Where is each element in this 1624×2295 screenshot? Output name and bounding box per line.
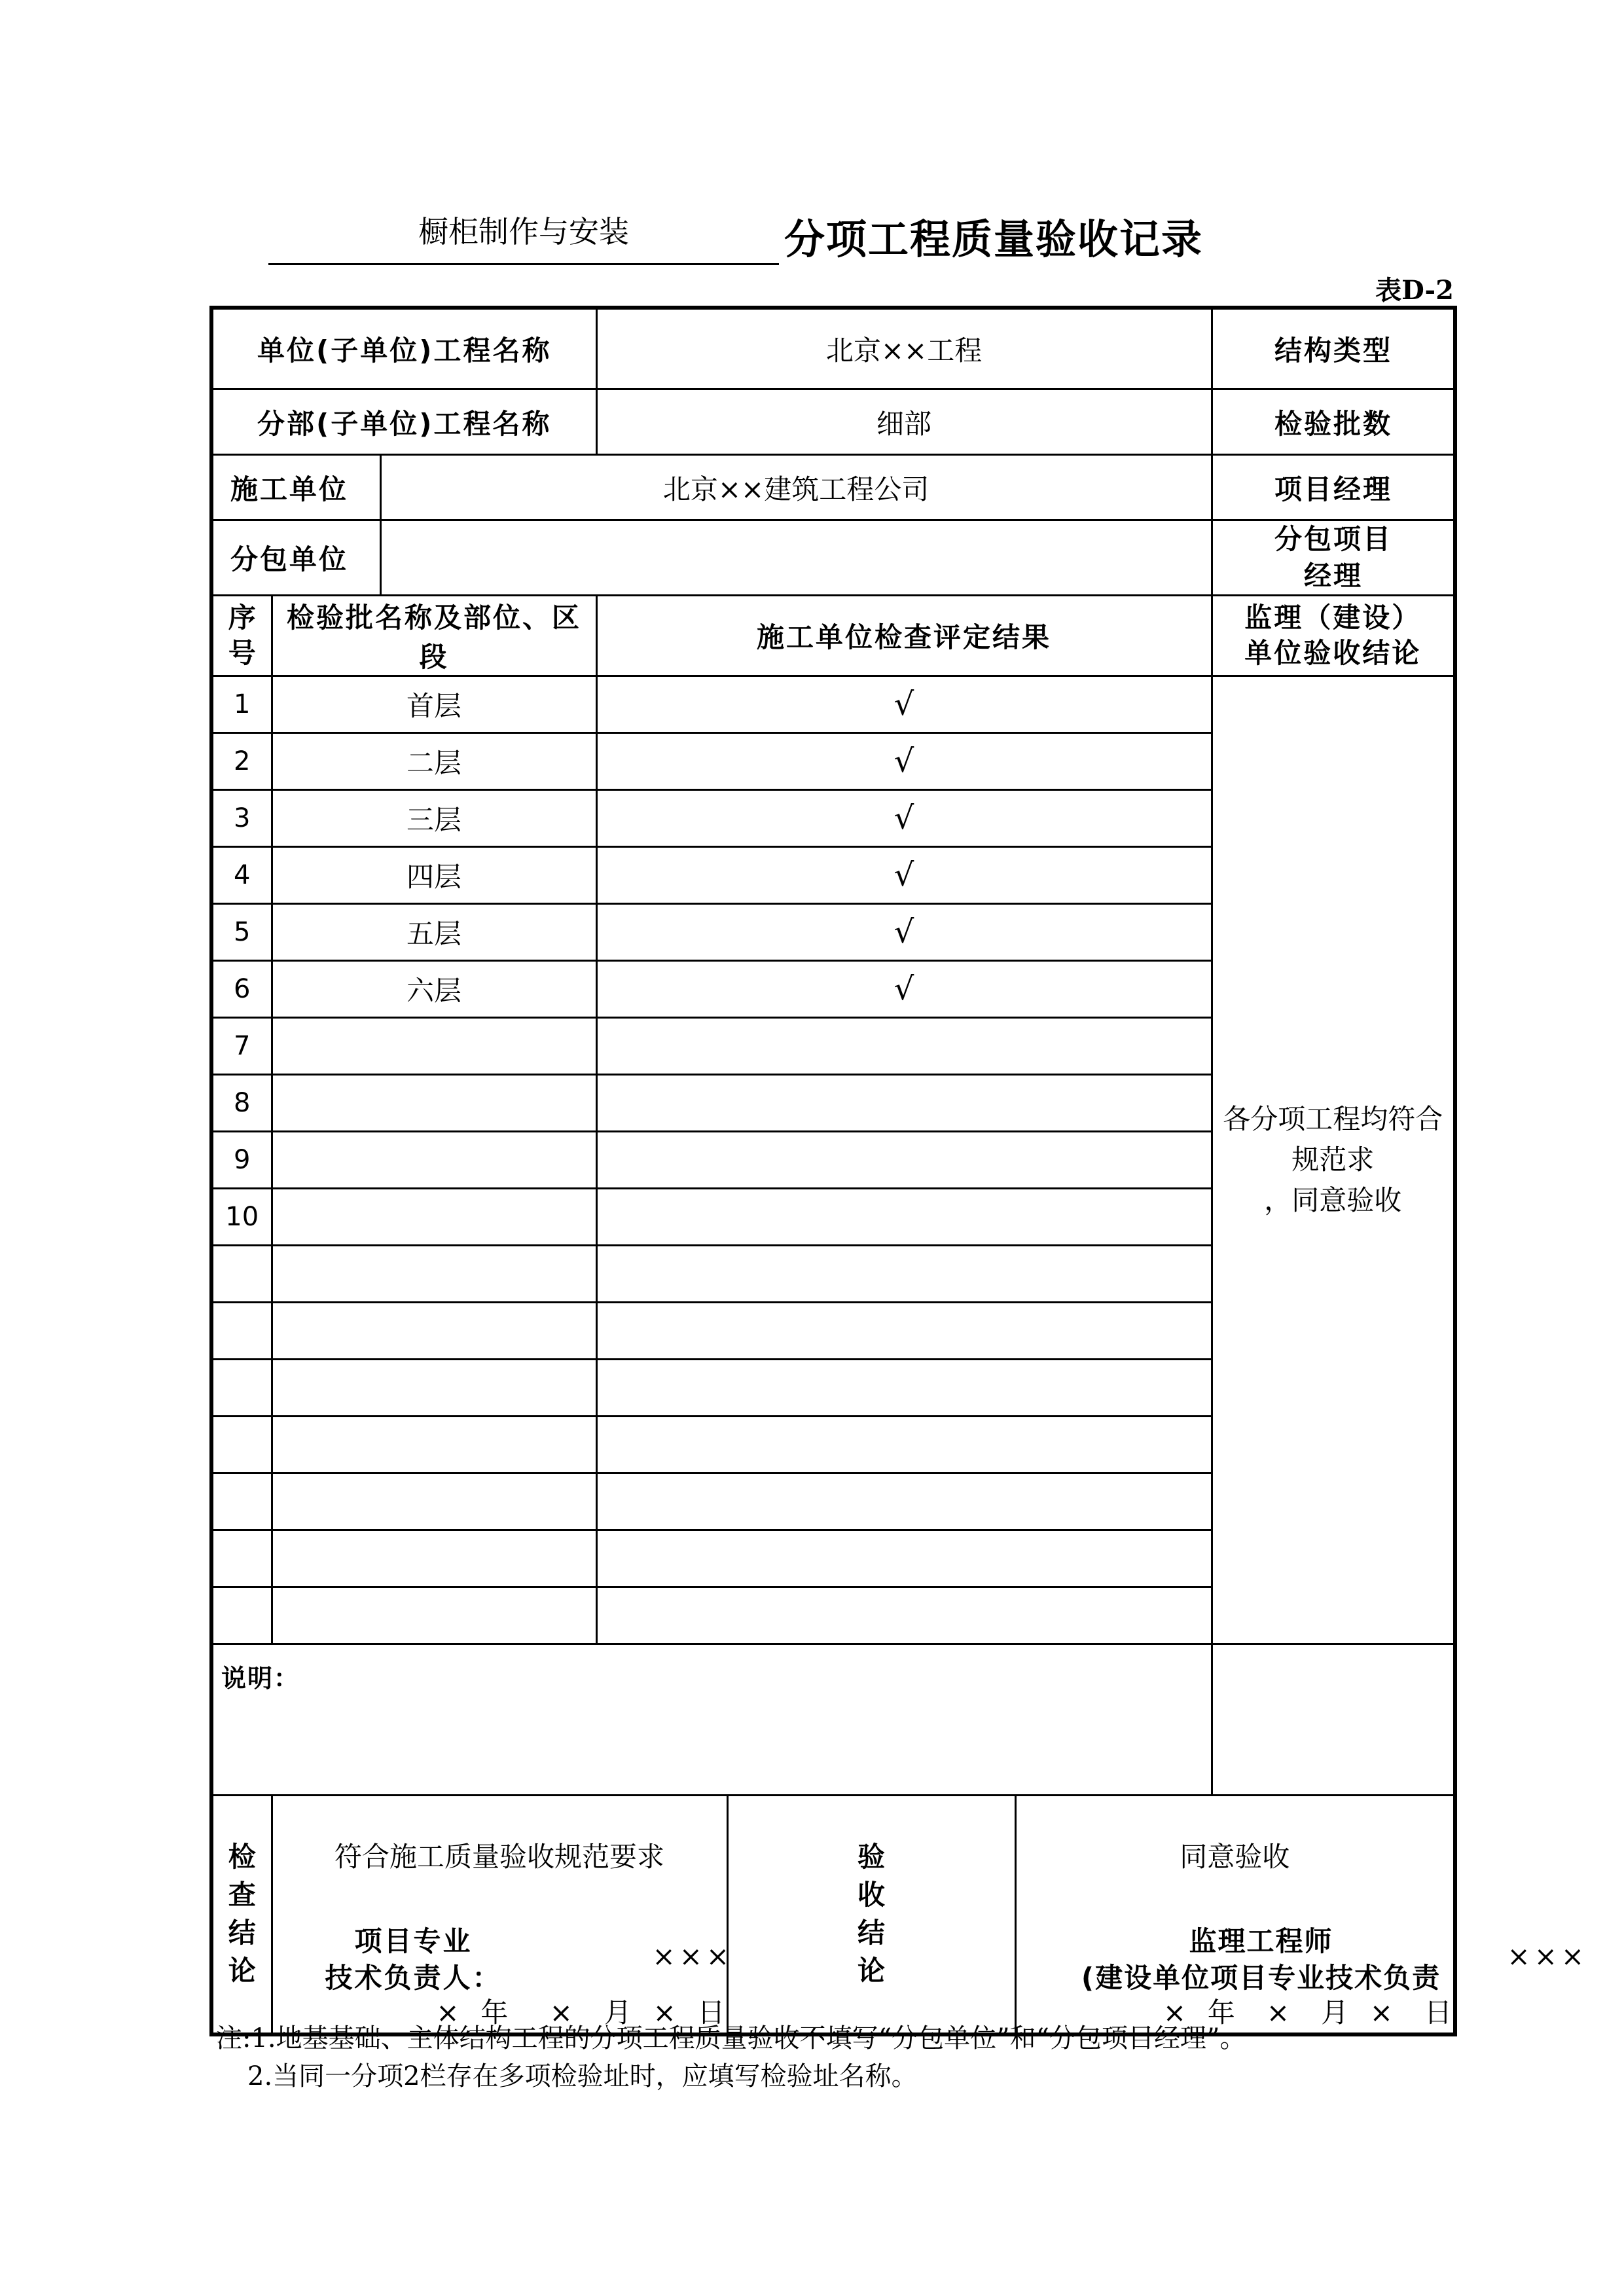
- supervision-conclusion-line1: 各分项工程均符合规范求: [1223, 1103, 1443, 1176]
- inspection-label: 检查结论: [228, 1841, 256, 1987]
- division-value: 细部: [596, 389, 1212, 455]
- batch-count-label: 检验批数: [1212, 389, 1455, 455]
- notes-row: [211, 1644, 1455, 1796]
- inspection-signer-line1: 项目专业: [354, 1925, 473, 1957]
- acceptance-conclusion-text: 同意验收: [1180, 1841, 1290, 1873]
- check-result: √: [596, 961, 1212, 1018]
- subcontractor-value: [380, 520, 1212, 596]
- acceptance-signer-line2: (建设单位项目专业技术负责: [1081, 1962, 1441, 1994]
- row-number: 4: [211, 847, 272, 904]
- conclusion-row: [211, 1796, 1455, 2034]
- batch-name: [272, 1075, 596, 1132]
- batch-name: [272, 1587, 596, 1644]
- batch-name: 四层: [272, 847, 596, 904]
- row-number: 8: [211, 1075, 272, 1132]
- row-number: 9: [211, 1132, 272, 1189]
- supervision-conclusion: [1212, 676, 1455, 1644]
- inspection-conclusion-box: [273, 1796, 734, 2033]
- form-title: 分项工程质量验收记录: [784, 215, 1204, 263]
- info-row-subcontractor: [211, 520, 1455, 596]
- row-number: [211, 1246, 272, 1303]
- inspection-conclusion-text: 符合施工质量验收规范要求: [334, 1841, 665, 1873]
- row-number: 5: [211, 904, 272, 961]
- check-result: √: [596, 847, 1212, 904]
- acceptance-conclusion-cell: [1015, 1796, 1589, 2034]
- info-row-division: [211, 389, 1455, 455]
- acceptance-date: × 年 × 月 × 日: [1163, 1997, 1454, 2029]
- batch-name: [272, 1417, 596, 1473]
- inspection-record-table: [209, 306, 1589, 2036]
- acceptance-label-cell: [727, 1796, 1015, 2034]
- check-result: [596, 1417, 1212, 1473]
- check-result: [596, 1189, 1212, 1246]
- check-result: [596, 1360, 1212, 1417]
- info-row-contractor: [211, 455, 1455, 520]
- row-number: [211, 1360, 272, 1417]
- row-number: 10: [211, 1189, 272, 1246]
- project-manager-label: 项目经理: [1212, 455, 1455, 520]
- acceptance-signer-line1: 监理工程师: [1189, 1925, 1333, 1957]
- seq-header-text: 序号: [228, 602, 256, 669]
- check-result: [596, 1075, 1212, 1132]
- inspection-label-cell: [211, 1796, 272, 2034]
- inspection-date: × 年 × 月 × 日: [436, 1997, 727, 2029]
- row-number: 6: [211, 961, 272, 1018]
- batch-name: [272, 1246, 596, 1303]
- check-result: [596, 1530, 1212, 1587]
- inspection-conclusion-cell: [272, 1796, 734, 2034]
- batch-name: 二层: [272, 733, 596, 790]
- batch-name: 六层: [272, 961, 596, 1018]
- batch-name: 五层: [272, 904, 596, 961]
- batch-name: [272, 1530, 596, 1587]
- batch-name: [272, 1018, 596, 1075]
- acceptance-signer-label: [1026, 1923, 1497, 1997]
- footnote-2: 2.当同一分项2栏存在多项检验址时，应填写检验址名称。: [247, 2061, 918, 2091]
- check-result: √: [596, 790, 1212, 847]
- footnote-1: 注:1.地基基础、主体结构工程的分项工程质量验收不填写“分包单位”和“分包项目经理”。: [216, 2023, 1246, 2053]
- notes-supervision-cell: [1212, 1644, 1455, 1796]
- check-result: √: [596, 733, 1212, 790]
- project-subject: 橱柜制作与安装: [418, 214, 629, 249]
- check-result: [596, 1246, 1212, 1303]
- check-result: √: [596, 904, 1212, 961]
- row-number: [211, 1587, 272, 1644]
- notes-cell: [211, 1644, 1212, 1796]
- notes-label: 说明：: [221, 1664, 300, 1693]
- acceptance-conclusion-box: [1017, 1796, 1589, 2033]
- row-number: 1: [211, 676, 272, 733]
- contractor-label: 施工单位: [211, 455, 380, 520]
- structure-type-label: 结构类型: [1212, 308, 1455, 389]
- batch-name: [272, 1360, 596, 1417]
- row-number: [211, 1473, 272, 1530]
- batch-name: [272, 1303, 596, 1360]
- seq-header: [211, 596, 272, 676]
- batch-name: [272, 1473, 596, 1530]
- batch-name: 首层: [272, 676, 596, 733]
- supervision-conclusion-line2: ，同意验收: [1264, 1184, 1402, 1216]
- check-result: [596, 1018, 1212, 1075]
- form-number: 表D-2: [1375, 275, 1454, 306]
- table-row: [211, 676, 1455, 733]
- check-result: [596, 1132, 1212, 1189]
- unit-project-value: 北京××工程: [596, 308, 1212, 389]
- supervision-header: [1212, 596, 1455, 676]
- acceptance-label: 验收结论: [857, 1841, 886, 1987]
- batch-name: [272, 1189, 596, 1246]
- supervision-header-text: 监理（建设）单位验收结论: [1244, 602, 1422, 669]
- check-result: [596, 1473, 1212, 1530]
- batch-name: [272, 1132, 596, 1189]
- batch-name: 三层: [272, 790, 596, 847]
- sub-manager-label-text: 分包项目经理: [1274, 523, 1393, 592]
- info-row-unit: [211, 308, 1455, 389]
- column-header-row: [211, 596, 1455, 676]
- check-result: √: [596, 676, 1212, 733]
- row-number: [211, 1530, 272, 1587]
- check-result: [596, 1303, 1212, 1360]
- row-number: 3: [211, 790, 272, 847]
- acceptance-signer-name: ×××: [1507, 1940, 1589, 1972]
- division-label: 分部(子单位)工程名称: [211, 389, 596, 455]
- row-number: [211, 1303, 272, 1360]
- batch-header: 检验批名称及部位、区段: [272, 596, 596, 676]
- inspection-signer-line2: 技术负责人：: [325, 1962, 502, 1994]
- unit-project-label: 单位(子单位)工程名称: [211, 308, 596, 389]
- inspection-signer-label: [312, 1923, 515, 1997]
- row-number: 7: [211, 1018, 272, 1075]
- inspection-signer-name: ×××: [652, 1940, 734, 1972]
- contractor-value: 北京××建筑工程公司: [380, 455, 1212, 520]
- subcontractor-label: 分包单位: [211, 520, 380, 596]
- row-number: [211, 1417, 272, 1473]
- subject-underline: [268, 263, 779, 265]
- check-result: [596, 1587, 1212, 1644]
- row-number: 2: [211, 733, 272, 790]
- result-header: 施工单位检查评定结果: [596, 596, 1212, 676]
- sub-manager-label: [1212, 520, 1455, 596]
